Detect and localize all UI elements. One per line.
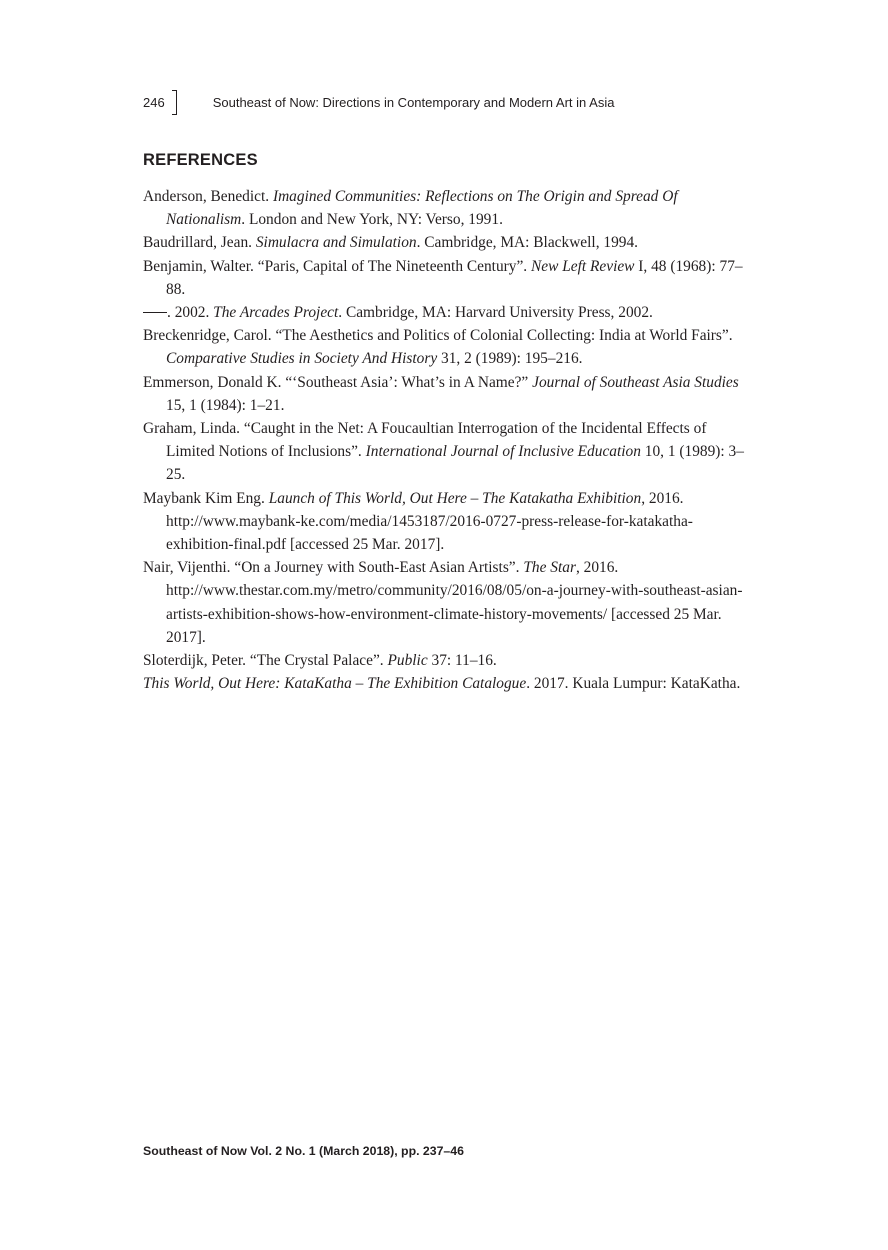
reference-entry — [143, 324, 755, 370]
same-author-dash — [143, 312, 167, 313]
reference-details: 37: 11–16. — [427, 652, 497, 670]
reference-title: International Journal of Inclusive Education — [365, 443, 641, 461]
section-heading: REFERENCES — [143, 151, 258, 169]
reference-title: The Star — [523, 559, 576, 577]
reference-entry — [143, 185, 755, 231]
reference-details: , 2016. http://www.thestar.com.my/metro/community/2016/08/05/on-a-journey-with-southeast-asian-artists-exhibition-shows-how-environment-climate-history-movements/ [accessed 25 Mar. 2017]. — [166, 559, 743, 646]
reference-title: The Arcades Project — [213, 304, 339, 322]
reference-title: Journal of Southeast Asia Studies — [532, 373, 739, 391]
reference-entry — [143, 649, 755, 672]
reference-title: This World, Out Here: KataKatha – The Exhibition Catalogue — [143, 675, 527, 693]
reference-list — [143, 185, 755, 695]
reference-author: Emmerson, Donald K. “‘Southeast Asia’: What’s in A Name?” — [143, 373, 533, 391]
reference-title: New Left Review — [531, 257, 635, 275]
reference-entry — [143, 417, 755, 487]
reference-entry — [143, 487, 755, 557]
book-title: Southeast of Now: Directions in Contemporary and Modern Art in Asia — [212, 94, 615, 110]
reference-details: 10, 1 (1989): 3–25. — [166, 443, 744, 484]
reference-title: Simulacra and Simulation — [255, 234, 417, 252]
reference-entry — [143, 231, 755, 254]
reference-details: 15, 1 (1984): 1–21. — [166, 396, 285, 414]
reference-author: Anderson, Benedict. — [143, 188, 273, 205]
page-number: 246 — [143, 94, 165, 110]
reference-details: . Cambridge, MA: Blackwell, 1994. — [416, 234, 639, 252]
reference-title: Comparative Studies in Society And History — [166, 350, 438, 368]
reference-title: Public — [387, 652, 428, 670]
reference-details: . 2017. Kuala Lumpur: KataKatha. — [526, 675, 741, 693]
reference-entry — [143, 255, 755, 301]
reference-title: Launch of This World, Out Here – The Katakatha Exhibition — [268, 489, 642, 507]
running-head — [143, 88, 614, 116]
reference-author: . 2002. — [167, 304, 214, 322]
reference-author: Baudrillard, Jean. — [143, 234, 256, 252]
page-footer-citation: Southeast of Now Vol. 2 No. 1 (March 2018), pp. 237–46 — [143, 1144, 464, 1158]
reference-author: Sloterdijk, Peter. “The Crystal Palace”. — [143, 652, 388, 670]
reference-details: 31, 2 (1989): 195–216. — [437, 350, 583, 368]
reference-author: Breckenridge, Carol. “The Aesthetics and Politics of Colonial Collecting: India at World Fairs”. — [143, 327, 733, 345]
reference-details: . Cambridge, MA: Harvard University Press, 2002. — [338, 304, 653, 322]
reference-entry — [143, 371, 755, 417]
reference-author: Graham, Linda. “Caught in the Net: A Foucaultian Interrogation of the Incidental Effects of Limited Notions of Inclusions”. — [143, 420, 707, 461]
reference-details: I, 48 (1968): 77–88. — [166, 257, 743, 298]
reference-author: Maybank Kim Eng. — [143, 489, 269, 507]
reference-details: . London and New York, NY: Verso, 1991. — [241, 211, 503, 229]
reference-author: Benjamin, Walter. “Paris, Capital of The Nineteenth Century”. — [143, 257, 531, 275]
reference-entry — [143, 301, 755, 324]
reference-author: Nair, Vijenthi. “On a Journey with South-East Asian Artists”. — [143, 559, 524, 577]
reference-details: , 2016. http://www.maybank-ke.com/media/1453187/2016-0727-press-release-for-katakatha-exhibition-final.pdf [accessed 25 Mar. 2017]. — [166, 489, 693, 554]
reference-entry — [143, 672, 755, 695]
reference-entry — [143, 556, 755, 649]
header-bracket-divider — [172, 90, 177, 115]
reference-title: Imagined Communities: Reflections on The Origin and Spread Of Nationalism — [166, 188, 678, 229]
